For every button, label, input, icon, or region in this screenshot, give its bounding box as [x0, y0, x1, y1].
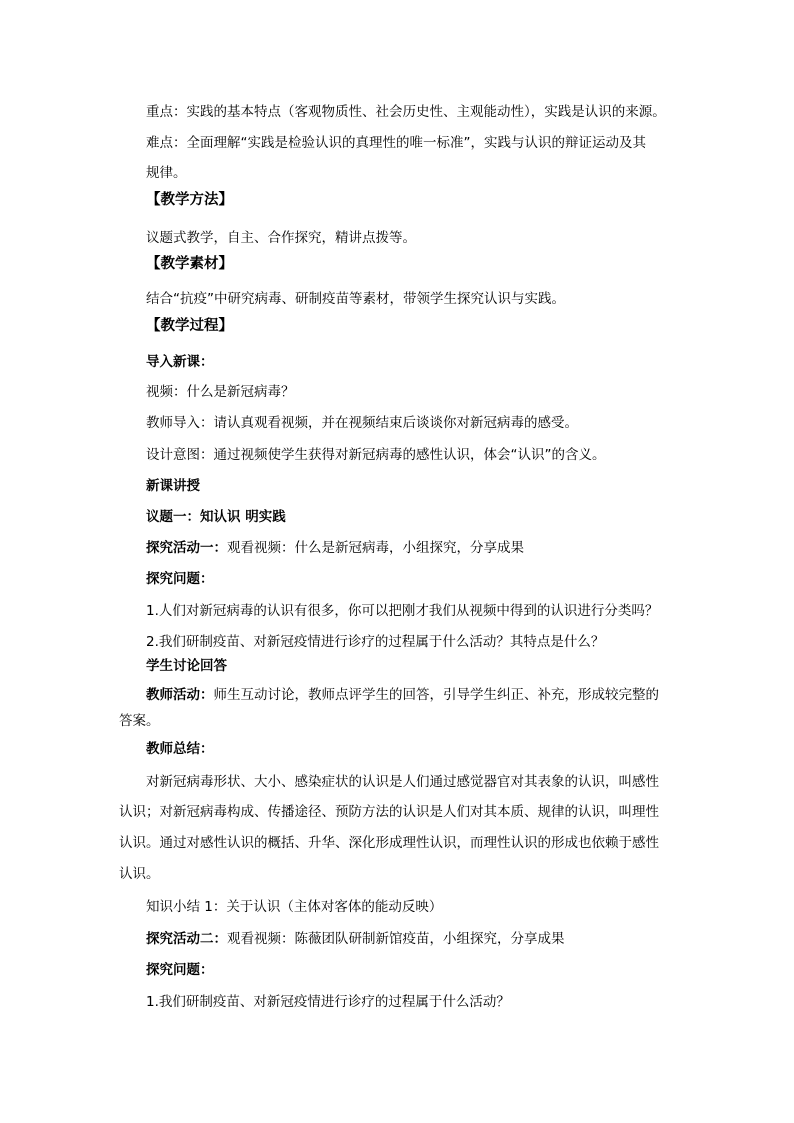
teacher-intro: 教师导入：请认真观看视频，并在视频结束后谈谈你对新冠病毒的感受。 — [146, 415, 578, 431]
teacher-activity-text: 师生互动讨论，教师点评学生的回答，引导学生纠正、补充，形成较完整的 — [213, 687, 659, 703]
difficult-point-line-2: 规律。 — [146, 165, 187, 181]
teacher-activity-line-2: 答案。 — [119, 713, 160, 729]
teacher-summary-label: 教师总结： — [146, 741, 214, 757]
activity-2-label: 探究活动二： — [146, 931, 227, 947]
questions-2-label: 探究问题： — [146, 962, 214, 978]
teacher-activity-label: 教师活动： — [146, 687, 214, 703]
activity-2-text: 观看视频：陈薇团队研制新馆疫苗，小组探究，分享成果 — [227, 931, 565, 947]
teacher-activity — [146, 685, 659, 705]
question-2-1: 1.我们研制疫苗、对新冠疫情进行诊疗的过程属于什么活动？ — [146, 994, 510, 1010]
knowledge-summary-1: 知识小结 1：关于认识（主体对客体的能动反映） — [146, 899, 443, 915]
topic-1: 议题一：知认识 明实践 — [146, 509, 286, 525]
summary-line-1: 对新冠病毒形状、大小、感染症状的认识是人们通过感觉器官对其表象的认识，叫感性 — [146, 774, 659, 790]
activity-1-label: 探究活动一： — [146, 540, 227, 556]
summary-line-3: 认识。通过对感性认识的概括、升华、深化形成理性认识，而理性认识的形成也依赖于感性 — [119, 835, 659, 851]
question-1: 1.人们对新冠病毒的认识有很多，你可以把刚才我们从视频中得到的认识进行分类吗？ — [146, 603, 659, 619]
teaching-material-heading: 【教学素材】 — [146, 256, 233, 272]
activity-2 — [146, 929, 565, 949]
key-point: 重点：实践的基本特点（客观物质性、社会历史性、主观能动性），实践是认识的来源。 — [146, 104, 666, 120]
video-line: 视频：什么是新冠病毒？ — [146, 384, 295, 400]
question-2: 2.我们研制疫苗、对新冠疫情进行诊疗的过程属于什么活动？其特点是什么？ — [146, 634, 605, 650]
student-discussion: 学生讨论回答 — [146, 658, 227, 674]
new-lesson-label: 新课讲授 — [146, 478, 200, 494]
teaching-method-heading: 【教学方法】 — [146, 192, 233, 208]
teaching-material-text: 结合“抗疫”中研究病毒、研制疫苗等素材，带领学生探究认识与实践。 — [146, 291, 565, 307]
summary-line-2: 认识；对新冠病毒构成、传播途径、预防方法的认识是人们对其本质、规律的认识，叫理性 — [119, 804, 659, 820]
activity-1 — [146, 538, 524, 558]
difficult-point-line-1: 难点：全面理解“实践是检验认识的真理性的唯一标准”，实践与认识的辩证运动及其 — [146, 135, 646, 151]
teaching-method-text: 议题式教学，自主、合作探究，精讲点拨等。 — [146, 230, 416, 246]
intro-label: 导入新课： — [146, 354, 214, 370]
design-intent: 设计意图：通过视频使学生获得对新冠病毒的感性认识，体会“认识”的含义。 — [146, 447, 606, 463]
activity-1-text: 观看视频：什么是新冠病毒，小组探究，分享成果 — [227, 540, 524, 556]
questions-label: 探究问题： — [146, 571, 214, 587]
teaching-process-heading: 【教学过程】 — [146, 318, 233, 334]
summary-line-4: 认识。 — [119, 866, 160, 882]
